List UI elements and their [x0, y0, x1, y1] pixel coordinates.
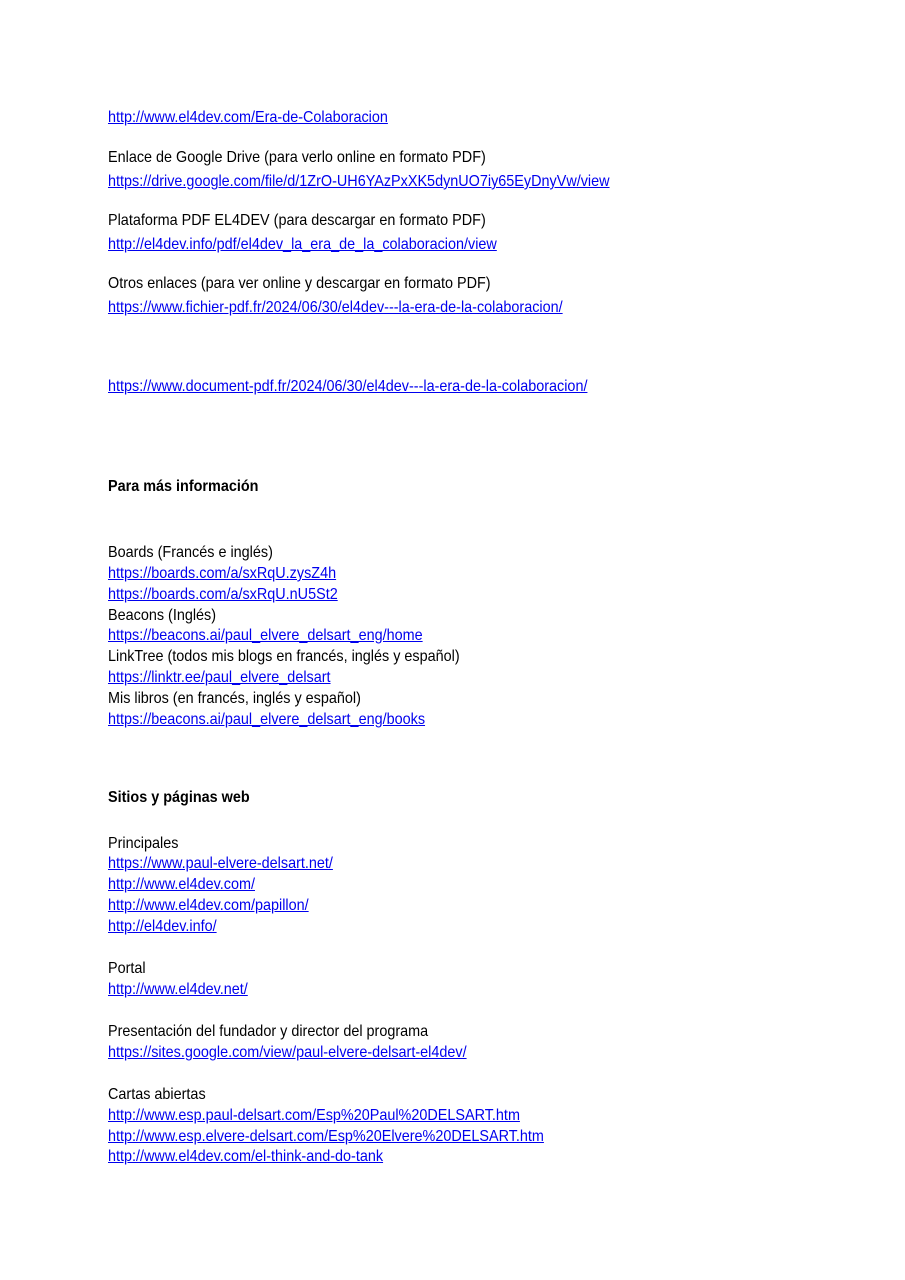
- cartas-link-2[interactable]: http://www.esp.elvere-delsart.com/Esp%20Elvere%20DELSART.htm: [108, 1128, 544, 1145]
- cartas-link-3[interactable]: http://www.el4dev.com/el-think-and-do-tank: [108, 1148, 384, 1165]
- sites-heading: Sitios y páginas web: [108, 789, 250, 806]
- books-label: Mis libros (en francés, inglés y español): [108, 690, 361, 707]
- principales-link-2[interactable]: http://www.el4dev.com/: [108, 876, 255, 893]
- portal-label: Portal: [108, 960, 146, 977]
- google-drive-label: Enlace de Google Drive (para verlo online en formato PDF): [108, 149, 486, 166]
- beacons-home-link[interactable]: https://beacons.ai/paul_elvere_delsart_eng/home: [108, 627, 423, 644]
- google-drive-link[interactable]: https://drive.google.com/file/d/1ZrO-UH6YAzPxXK5dynUO7iy65EyDnyVw/view: [108, 173, 610, 190]
- boards-link-1[interactable]: https://boards.com/a/sxRqU.zysZ4h: [108, 565, 337, 582]
- pdf-platform-label: Plataforma PDF EL4DEV (para descargar en formato PDF): [108, 212, 486, 229]
- linktree-link[interactable]: https://linktr.ee/paul_elvere_delsart: [108, 669, 331, 686]
- era-colaboracion-link[interactable]: http://www.el4dev.com/Era-de-Colaboracion: [108, 109, 388, 126]
- cartas-link-1[interactable]: http://www.esp.paul-delsart.com/Esp%20Paul%20DELSART.htm: [108, 1107, 520, 1124]
- principales-link-3[interactable]: http://www.el4dev.com/papillon/: [108, 897, 309, 914]
- boards-link-2[interactable]: https://boards.com/a/sxRqU.nU5St2: [108, 586, 338, 603]
- portal-link[interactable]: http://www.el4dev.net/: [108, 981, 248, 998]
- document-pdf-link[interactable]: https://www.document-pdf.fr/2024/06/30/el4dev---la-era-de-la-colaboracion/: [108, 378, 588, 395]
- principales-label: Principales: [108, 835, 179, 852]
- linktree-label: LinkTree (todos mis blogs en francés, inglés y español): [108, 648, 460, 665]
- more-info-heading: Para más información: [108, 478, 259, 495]
- principales-link-4[interactable]: http://el4dev.info/: [108, 918, 217, 935]
- boards-label: Boards (Francés e inglés): [108, 544, 273, 561]
- founder-label: Presentación del fundador y director del programa: [108, 1023, 429, 1040]
- founder-link[interactable]: https://sites.google.com/view/paul-elvere-delsart-el4dev/: [108, 1044, 467, 1061]
- beacons-label: Beacons (Inglés): [108, 607, 217, 624]
- other-links-label: Otros enlaces (para ver online y descargar en formato PDF): [108, 275, 491, 292]
- pdf-platform-link[interactable]: http://el4dev.info/pdf/el4dev_la_era_de_la_colaboracion/view: [108, 236, 497, 253]
- cartas-label: Cartas abiertas: [108, 1086, 206, 1103]
- principales-link-1[interactable]: https://www.paul-elvere-delsart.net/: [108, 855, 333, 872]
- books-link[interactable]: https://beacons.ai/paul_elvere_delsart_eng/books: [108, 711, 426, 728]
- fichier-pdf-link[interactable]: https://www.fichier-pdf.fr/2024/06/30/el4dev---la-era-de-la-colaboracion/: [108, 299, 563, 316]
